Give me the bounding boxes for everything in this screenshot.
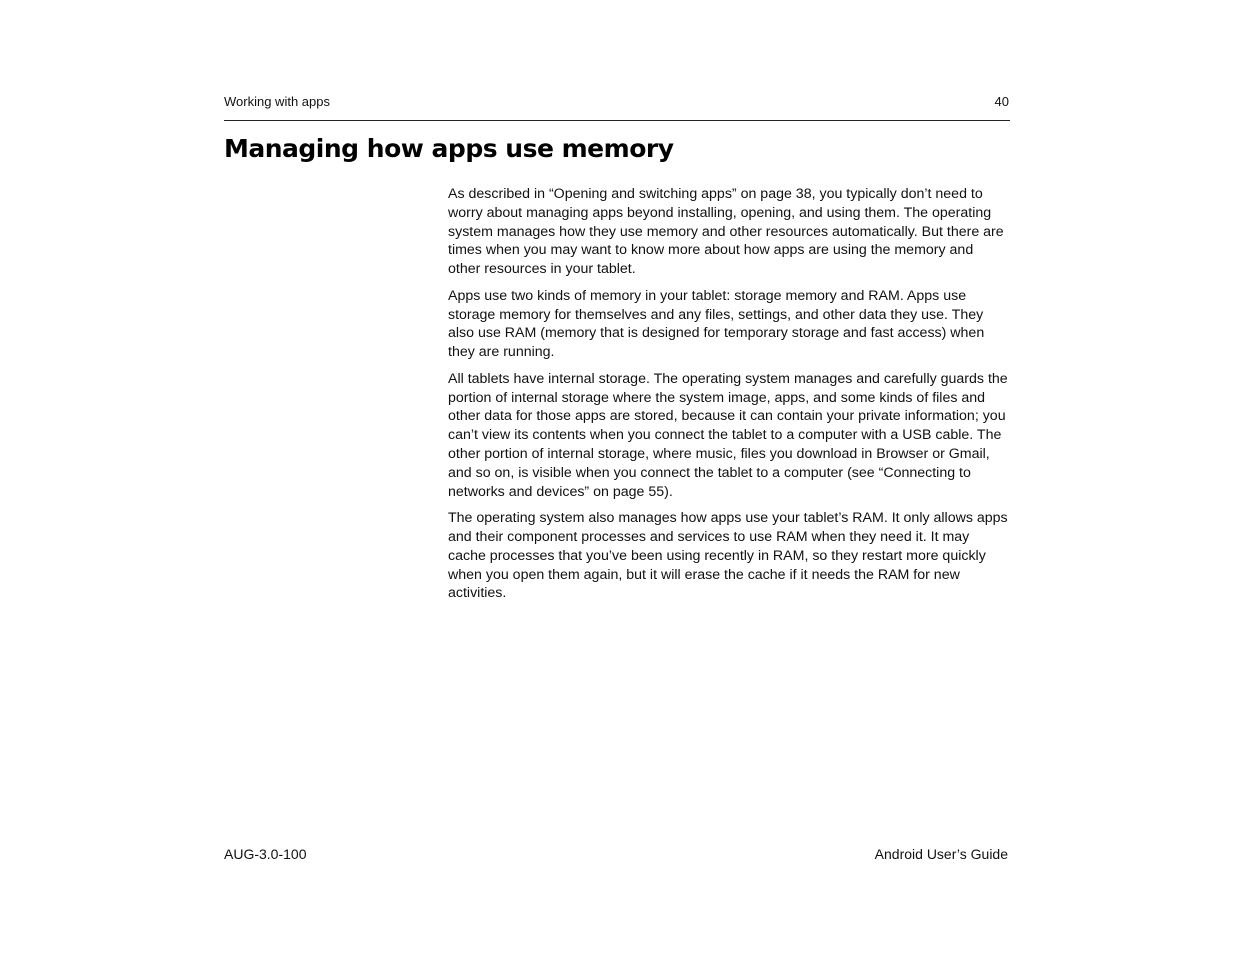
paragraph-opening-switching: As described in “Opening and switching apps” on page 38, you typically don’t need to worry about managing apps beyond installing, opening, and using them. The operating system manages how they use memory and other resources automatically. But there are times when you may want to know more about how apps are using the memory and other resources in your tablet. [448, 186, 1004, 278]
page-title: Managing how apps use memory [224, 134, 674, 163]
paragraph-ram-management: The operating system also manages how apps use your tablet’s RAM. It only allows apps and their component processes and services to use RAM when they need it. It may cache processes that you’ve been using recently in RAM, so they restart more quickly when you open them again, but it will erase the cache if it needs the RAM for new activities. [448, 510, 1008, 602]
body-text [448, 185, 1008, 611]
page-footer [224, 845, 1010, 865]
paragraph-internal-storage: All tablets have internal storage. The operating system manages and carefully guards the portion of internal storage where the system image, apps, and some kinds of files and other data for those apps are stored, because it can contain your private information; you can’t view its contents when you connect the tablet to a computer with a USB cable. The other portion of internal storage, where music, files you download in Browser or Gmail, and so on, is visible when you connect the tablet to a computer (see “Connecting to networks and devices” on page 55). [448, 370, 1008, 500]
document-code: AUG-3.0-100 [224, 846, 307, 862]
document-title: Android User’s Guide [874, 846, 1008, 862]
running-title: Working with apps [224, 94, 330, 109]
paragraph-memory-kinds: Apps use two kinds of memory in your tablet: storage memory and RAM. Apps use storage memory for themselves and any files, settings, and other data they use. They also use RAM (memory that is designed for temporary storage and fast access) when they are running. [448, 287, 985, 361]
page-number: 40 [994, 94, 1009, 109]
page-header [224, 92, 1010, 121]
